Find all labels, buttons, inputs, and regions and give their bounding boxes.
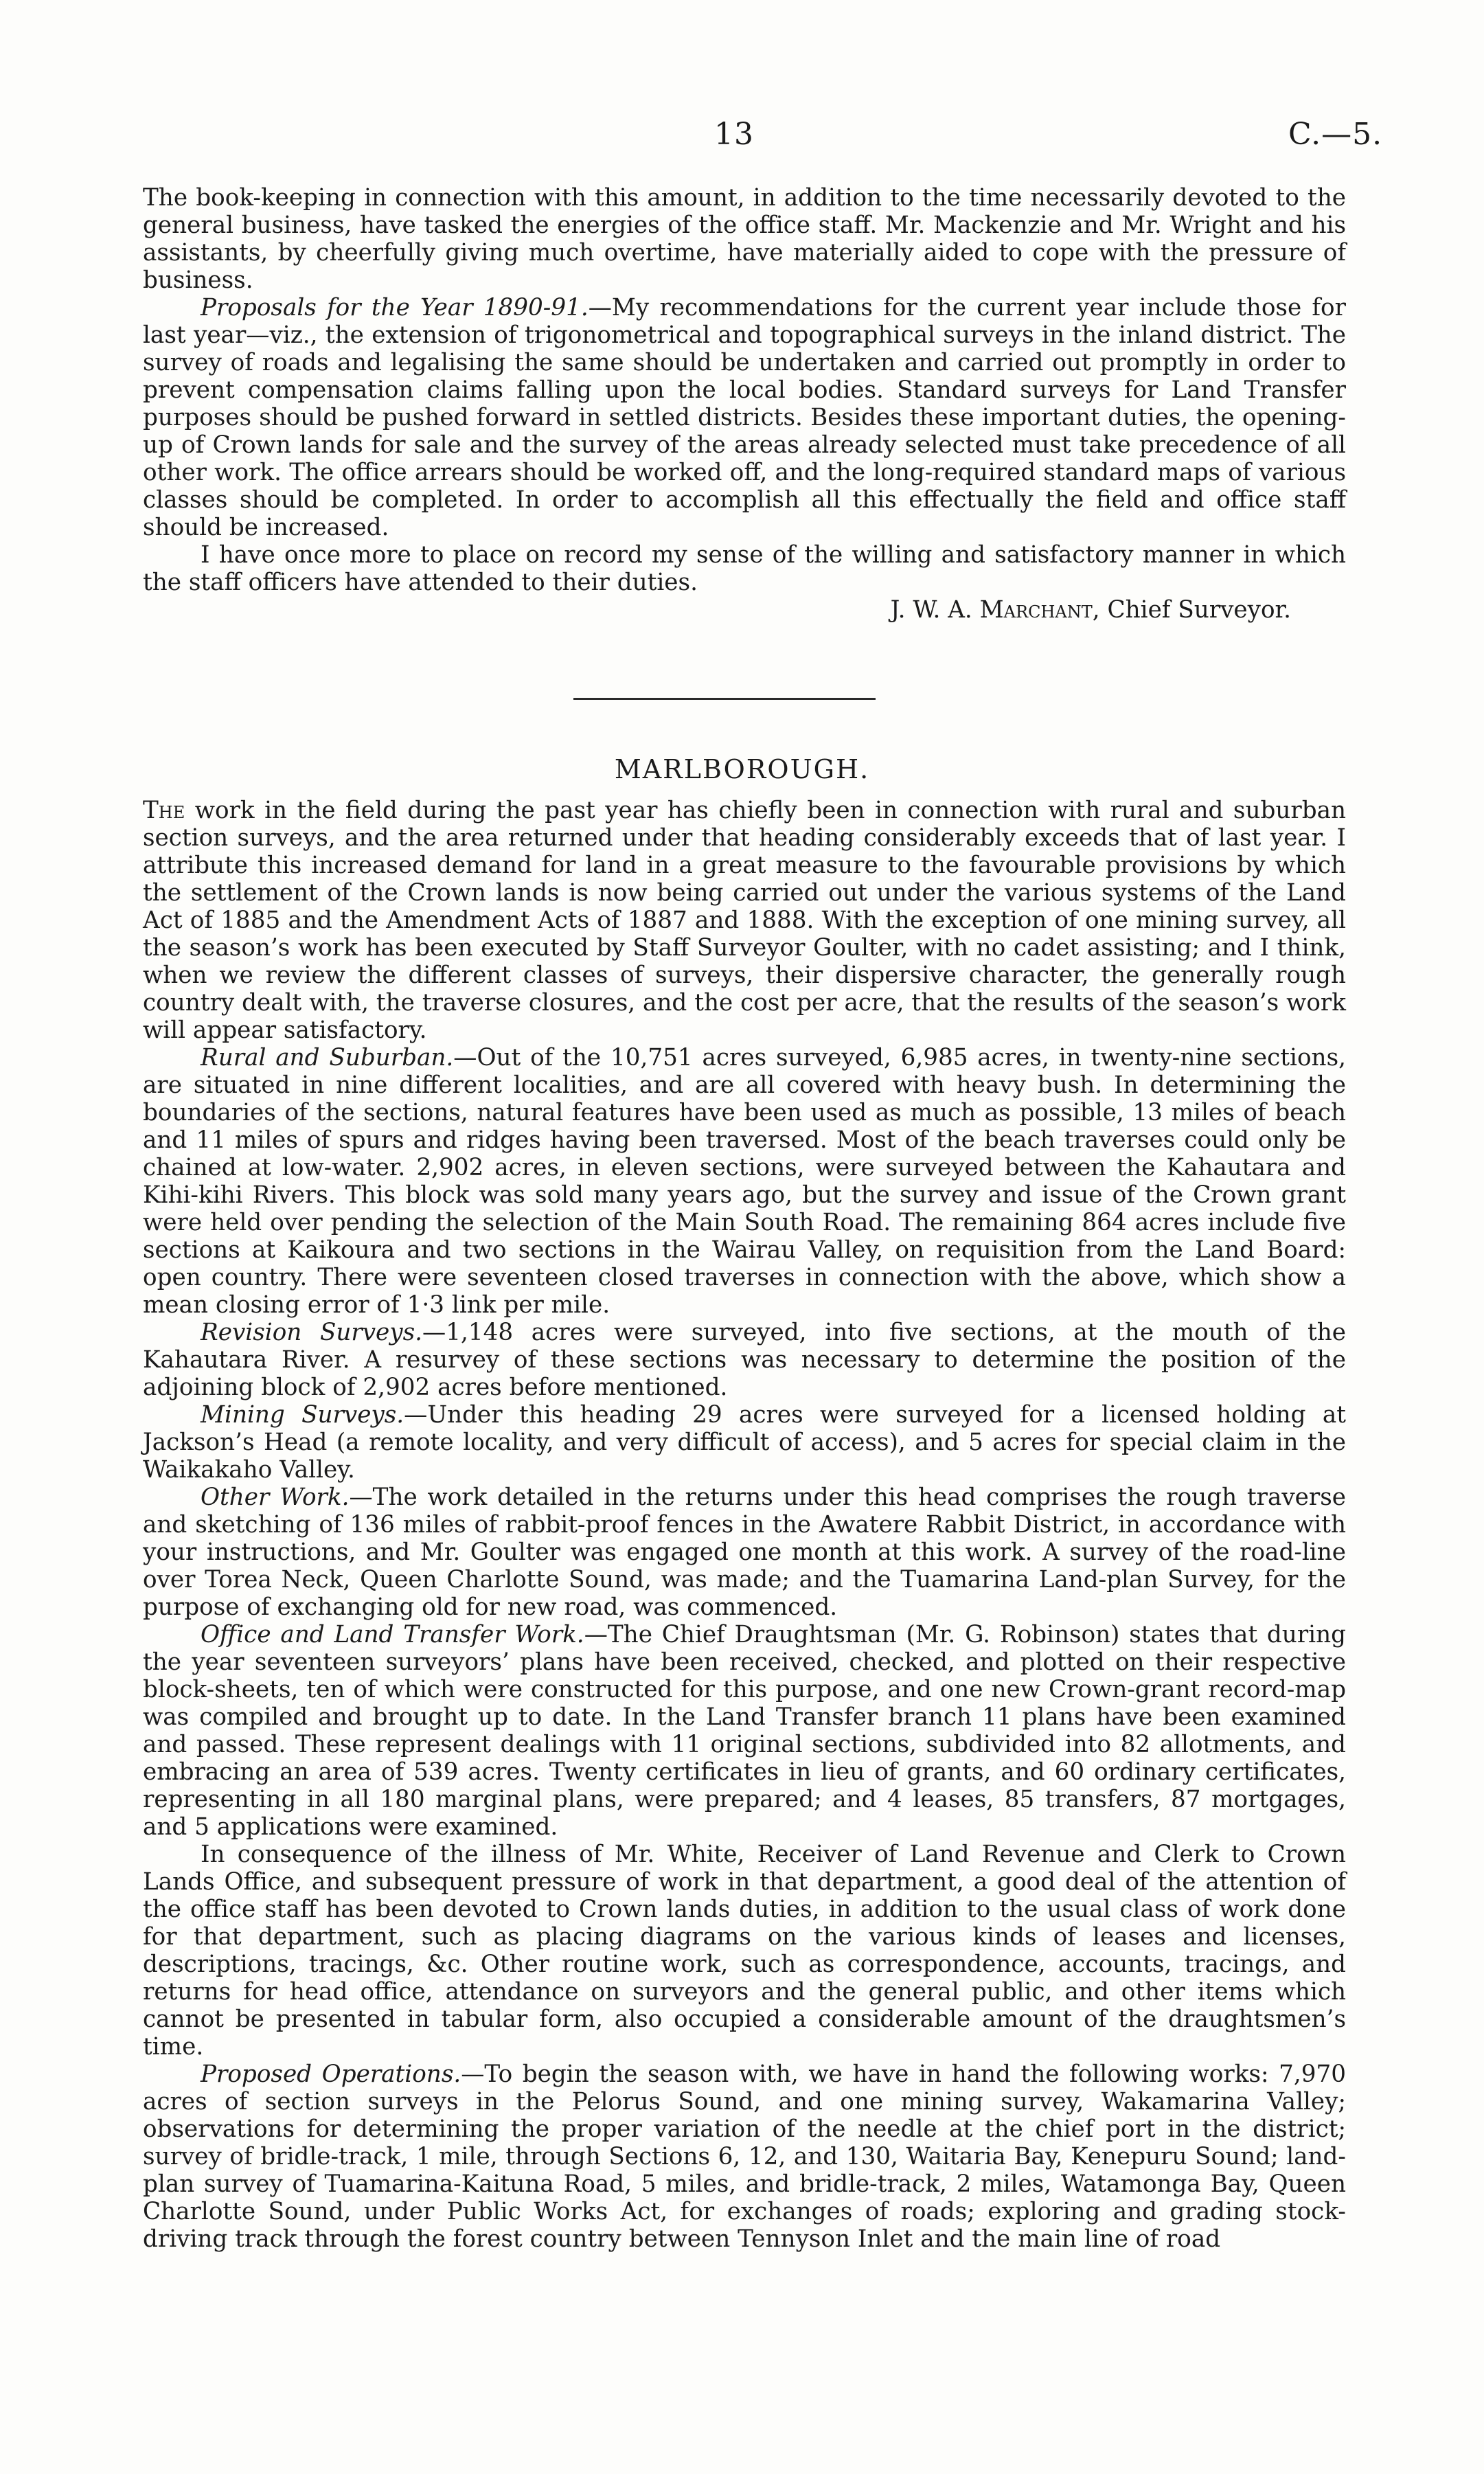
marlborough-paragraph-illness: In consequence of the illness of Mr. White, Receiver of Land Revenue and Clerk to Crown Lands Office, and subsequent pressure of work in that department, a good deal of the attention of the office staff has been devoted to Crown lands duties, in addition to the usual class of work done for that department, such as placing diagrams on the various kinds of leases and licenses, descriptions, tracings, &c. Other routine work, such as correspondence, accounts, tracings, and returns for head office, attendance on surveyors and the general public, and other items which cannot be presented in tabular form, also occupied a considerable amount of the draughtsmen’s time.	[143, 1841, 1346, 2061]
signature-surname: Marchant	[979, 596, 1093, 624]
mining-heading: Mining Surveys.	[201, 1401, 404, 1429]
intro-paragraph-proposals	[143, 294, 1346, 541]
marlborough-paragraph-other-work	[143, 1484, 1346, 1621]
proposals-heading: Proposals for the Year 1890-91.	[201, 294, 589, 321]
revision-heading: Revision Surveys.	[201, 1319, 423, 1346]
section-title-marlborough: MARLBOROUGH.	[614, 754, 870, 784]
intro-paragraph-acknowledgement: I have once more to place on record my sense of the willing and satisfactory manner in which the staff officers have attended to their duties.	[143, 541, 1346, 596]
office-work-body: —The Chief Draughtsman (Mr. G. Robinson) states that during the year seventeen surveyors’ plans have been received, checked, and plotted on their respective block-sheets, ten of which were constructed for this purpose, and one new Crown-grant record-map was compiled and brought up to date. In the Land Transfer branch 11 plans have been examined and passed. These represent dealings with 11 original sections, subdivided into 82 allotments, and embracing an area of 539 acres. Twenty certificates in lieu of grants, and 60 ordinary certificates, representing in all 180 marginal plans, were prepared; and 4 leases, 85 transfers, 87 mortgages, and 5 applications were examined.	[143, 1621, 1347, 1841]
signature	[143, 596, 1346, 624]
marlborough-section	[143, 797, 1346, 2253]
rural-body: —Out of the 10,751 acres surveyed, 6,985 acres, in twenty-nine sections, are situated in nine different localities, and are all covered with heavy bush. In determining the boundaries of the sections, natural features have been used as much as possible, 13 miles of beach and 11 miles of spurs and ridges having been traversed. Most of the beach traverses could only be chained at low-water. 2,902 acres, in eleven sections, were surveyed between the Kahautara and Kihi-kihi Rivers. This block was sold many years ago, but the survey and issue of the Crown grant were held over pending the selection of the Main South Road. The remaining 864 acres include five sections at Kaikoura and two sections in the Wairau Valley, on requisition from the Land Board: open country. There were seventeen closed traverses in connection with the above, which show a mean closing error of 1·3 link per mile.	[143, 1044, 1346, 1319]
proposed-operations-heading: Proposed Operations.	[201, 2061, 461, 2088]
revision-body: —1,148 acres were surveyed, into five sections, at the mouth of the Kahautara River. A resurvey of these sections was necessary to determine the position of the adjoining block of 2,902 acres before mentioned.	[143, 1319, 1347, 1401]
intro-section	[143, 184, 1346, 624]
office-work-heading: Office and Land Transfer Work.	[201, 1621, 584, 1648]
marlborough-paragraph-mining	[143, 1401, 1346, 1484]
marlborough-paragraph-rural	[143, 1044, 1346, 1319]
marlborough-paragraph-office-work	[143, 1621, 1346, 1841]
page-number: 13	[714, 117, 754, 152]
marlborough-paragraph-overview	[143, 797, 1346, 1044]
other-work-body: —The work detailed in the returns under this head comprises the rough traverse and sketching of 136 miles of rabbit-proof fences in the Awatere Rabbit District, in accordance with your instructions, and Mr. Goulter was engaged one month at this work. A survey of the road-line over Torea Neck, Queen Charlotte Sound, was made; and the Tuamarina Land-plan Survey, for the purpose of exchanging old for new road, was commenced.	[143, 1484, 1346, 1621]
opening-word: The	[143, 797, 185, 824]
intro-paragraph-bookkeeping: The book-keeping in connection with this amount, in addition to the time necessarily devoted to the general business, have tasked the energies of the office staff. Mr. Mackenzie and Mr. Wright and his assistants, by cheerfully giving much overtime, have materially aided to cope with the pressure of business.	[143, 184, 1346, 294]
marlborough-paragraph-proposed-operations	[143, 2061, 1346, 2253]
signature-initials: J. W. A.	[890, 596, 980, 624]
overview-body: work in the field during the past year has chiefly been in connection with rural and suburban section surveys, and the area returned under that heading considerably exceeds that of last year. I attribute this increased demand for land in a great measure to the favourable provisions by which the settlement of the Crown lands is now being carried out under the various systems of the Land Act of 1885 and the Amendment Acts of 1887 and 1888. With the exception of one mining survey, all the season’s work has been executed by Staff Surveyor Goulter, with no cadet assisting; and I think, when we review the different classes of surveys, their dispersive character, the generally rough country dealt with, the traverse closures, and the cost per acre, that the results of the season’s work will appear satisfactory.	[143, 797, 1346, 1044]
other-work-heading: Other Work.	[201, 1484, 350, 1511]
mining-body: —Under this heading 29 acres were surveyed for a licensed holding at Jackson’s Head (a remote locality, and very difficult of access), and 5 acres for special claim in the Waikakaho Valley.	[143, 1401, 1346, 1484]
signature-title: , Chief Surveyor.	[1092, 596, 1291, 624]
document-code: C.—5.	[1288, 117, 1383, 152]
section-divider	[573, 698, 876, 700]
rural-heading: Rural and Suburban.	[201, 1044, 454, 1071]
proposals-body: —My recommendations for the current year include those for last year—viz., the extension of trigonometrical and topographical surveys in the inland district. The survey of roads and legalising the same should be undertaken and carried out promptly in order to prevent compensation claims falling upon the local bodies. Standard surveys for Land Transfer purposes should be pushed forward in settled districts. Besides these important duties, the opening-up of Crown lands for sale and the survey of the areas already selected must take precedence of all other work. The office arrears should be worked off, and the long-required standard maps of various classes should be completed. In order to accomplish all this effectually the field and office staff should be increased.	[143, 294, 1346, 541]
marlborough-paragraph-revision	[143, 1319, 1346, 1401]
proposed-operations-body: —To begin the season with, we have in hand the following works: 7,970 acres of section surveys in the Pelorus Sound, and one mining survey, Wakamarina Valley; observations for determining the proper variation of the needle at the chief port in the district; survey of bridle-track, 1 mile, through Sections 6, 12, and 130, Waitaria Bay, Kenepuru Sound; land-plan survey of Tuamarina-Kaituna Road, 5 miles, and bridle-track, 2 miles, Watamonga Bay, Queen Charlotte Sound, under Public Works Act, for exchanges of roads; exploring and grading stock-driving track through the forest country between Tennyson Inlet and the main line of road	[143, 2061, 1346, 2253]
